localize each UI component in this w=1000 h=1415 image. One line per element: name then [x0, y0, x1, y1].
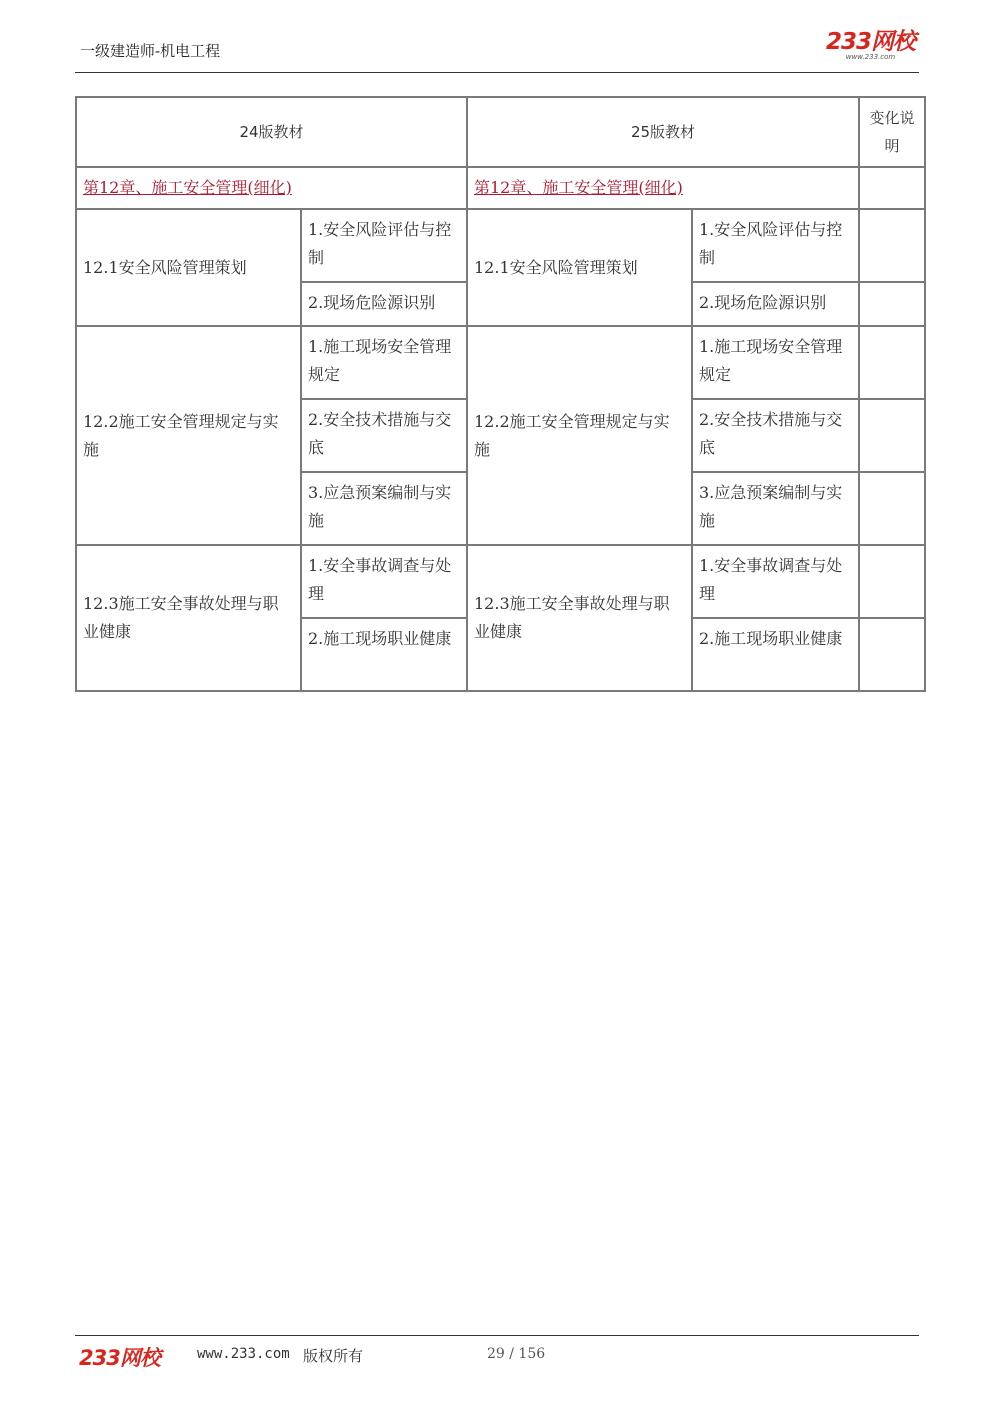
change-cell — [859, 326, 925, 399]
section-title-25: 12.3施工安全事故处理与职业健康 — [467, 545, 692, 691]
table-row — [76, 209, 925, 282]
header-logo-mark: 233网校 — [825, 29, 915, 55]
item-24: 1.安全风险评估与控制 — [301, 209, 467, 282]
item-25: 1.安全风险评估与控制 — [692, 209, 859, 282]
section-title-24: 12.1安全风险管理策划 — [76, 209, 301, 326]
header-logo-url: www.233.com — [845, 53, 896, 61]
column-header-25: 25版教材 — [467, 97, 859, 167]
chapter-link-25[interactable]: 第12章、施工安全管理(细化) — [474, 178, 683, 197]
item-25: 1.安全事故调查与处理 — [692, 545, 859, 618]
section-title-25: 12.1安全风险管理策划 — [467, 209, 692, 326]
item-24: 2.安全技术措施与交底 — [301, 399, 467, 472]
chapter-cell-24 — [76, 167, 467, 209]
change-cell — [859, 282, 925, 326]
section-title-24: 12.2施工安全管理规定与实施 — [76, 326, 301, 545]
change-cell — [859, 618, 925, 691]
header-title: 一级建造师-机电工程 — [80, 42, 221, 60]
footer-logo: 233网校 — [79, 1346, 160, 1370]
item-25: 2.安全技术措施与交底 — [692, 399, 859, 472]
chapter-row — [76, 167, 925, 209]
item-24: 1.施工现场安全管理规定 — [301, 326, 467, 399]
column-header-change: 变化说明 — [859, 97, 925, 167]
section-title-24: 12.3施工安全事故处理与职业健康 — [76, 545, 301, 691]
table-row — [76, 545, 925, 618]
item-24: 2.现场危险源识别 — [301, 282, 467, 326]
item-24: 2.施工现场职业健康 — [301, 618, 467, 691]
comparison-table — [75, 96, 926, 692]
header-logo — [826, 30, 915, 61]
item-24: 1.安全事故调查与处理 — [301, 545, 467, 618]
section-title-25: 12.2施工安全管理规定与实施 — [467, 326, 692, 545]
page-number: 29 / 156 — [487, 1346, 546, 1362]
change-cell — [859, 167, 925, 209]
change-cell — [859, 399, 925, 472]
item-25: 1.施工现场安全管理规定 — [692, 326, 859, 399]
column-header-24: 24版教材 — [76, 97, 467, 167]
change-cell — [859, 545, 925, 618]
item-25: 2.施工现场职业健康 — [692, 618, 859, 691]
page-footer — [75, 1335, 919, 1376]
item-25: 2.现场危险源识别 — [692, 282, 859, 326]
page-header — [75, 29, 919, 73]
chapter-cell-25 — [467, 167, 859, 209]
footer-site-link[interactable]: www.233.com — [197, 1346, 290, 1362]
chapter-link-24[interactable]: 第12章、施工安全管理(细化) — [83, 178, 292, 197]
change-cell — [859, 472, 925, 545]
change-cell — [859, 209, 925, 282]
footer-copyright: 版权所有 — [303, 1347, 364, 1365]
table-row — [76, 326, 925, 399]
item-25: 3.应急预案编制与实施 — [692, 472, 859, 545]
table-header-row — [76, 97, 925, 167]
item-24: 3.应急预案编制与实施 — [301, 472, 467, 545]
